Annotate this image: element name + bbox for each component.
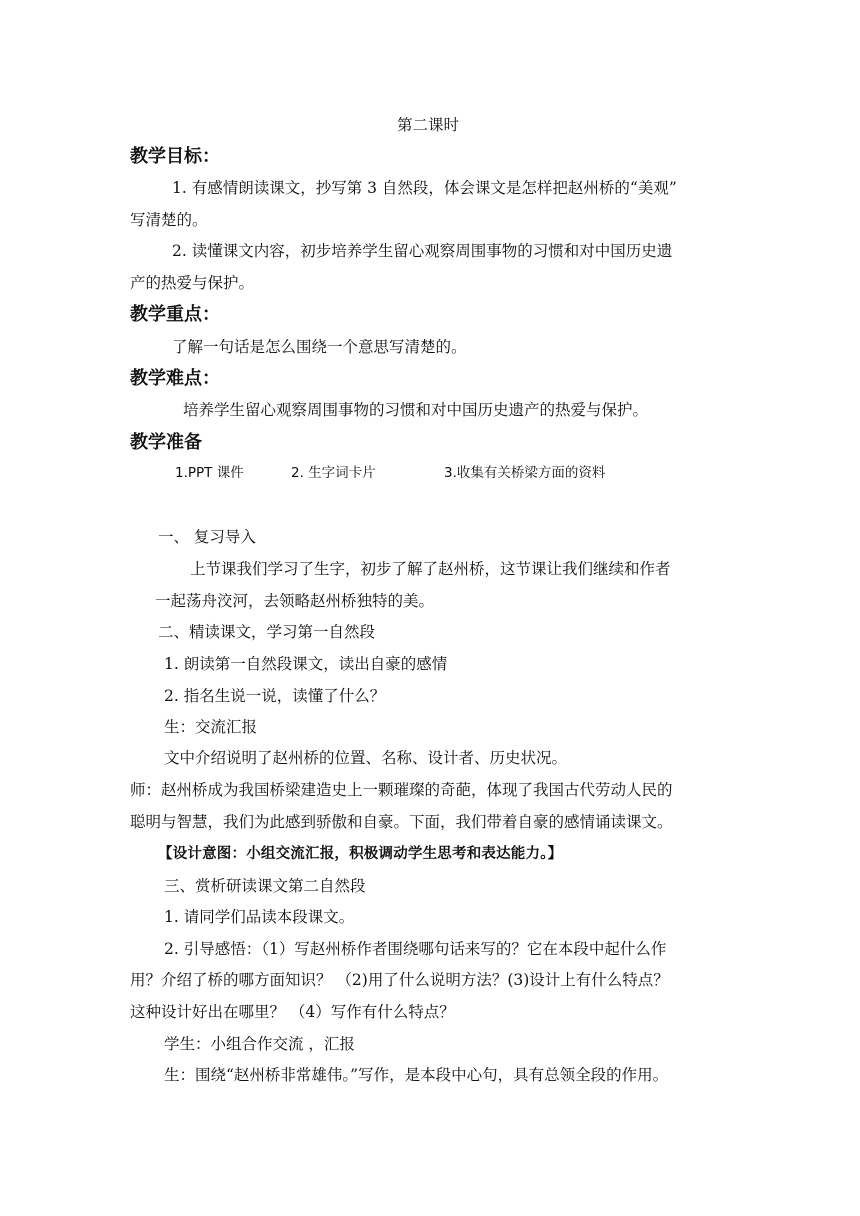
preparation-item-1: 1.PPT 课件 bbox=[175, 465, 244, 481]
objective-1-line-2: 写清楚的。 bbox=[130, 211, 208, 229]
section-1-para-line-2: 一起荡舟洨河，去领略赵州桥独特的美。 bbox=[155, 592, 435, 610]
difficulties-text: 培养学生留心观察周围事物的习惯和对中国历史遗产的热爱与保护。 bbox=[183, 401, 649, 419]
section-2-step-2: 2. 指名生说一说，读懂了什么？ bbox=[164, 687, 386, 705]
objectives-heading: 教学目标： bbox=[130, 146, 220, 167]
section-2-student: 生：交流汇报 bbox=[164, 718, 258, 736]
section-2-answer: 文中介绍说明了赵州桥的位置、名称、设计者、历史状况。 bbox=[164, 749, 568, 767]
preparation-item-2: 2. 生字词卡片 bbox=[291, 465, 376, 481]
section-2-heading: 二、精读课文，学习第一自然段 bbox=[158, 623, 376, 641]
section-2-teacher-line-2: 聪明与智慧，我们为此感到骄傲和自豪。下面，我们带着自豪的感情诵读课文。 bbox=[130, 813, 673, 831]
design-intent: 【设计意图：小组交流汇报，积极调动学生思考和表达能力。】 bbox=[158, 846, 563, 862]
section-3-student-2: 生：围绕“赵州桥非常雄伟。”写作，是本段中心句，具有总领全段的作用。 bbox=[164, 1066, 669, 1084]
section-3-step-2-line-3: 这种设计好出在哪里？ （4）写作有什么特点？ bbox=[130, 1003, 455, 1021]
difficulties-heading: 教学难点： bbox=[130, 368, 220, 389]
section-3-student-1: 学生：小组合作交流 ，汇报 bbox=[164, 1035, 355, 1053]
objective-2-line-2: 产的热爱与保护。 bbox=[130, 274, 255, 292]
preparation-item-3: 3.收集有关桥梁方面的资料 bbox=[444, 465, 606, 481]
preparation-heading: 教学准备 bbox=[130, 432, 202, 453]
objective-1-line-1: 1. 有感情朗读课文，抄写第 3 自然段，体会课文是怎样把赵州桥的“美观” bbox=[172, 179, 677, 197]
lesson-title: 第二课时 bbox=[397, 116, 460, 134]
section-1-heading: 一、 复习导入 bbox=[158, 528, 256, 546]
section-3-step-2-line-1: 2. 引导感悟：（1）写赵州桥作者围绕哪句话来写的？它在本段中起什么作 bbox=[164, 940, 667, 958]
section-1-para-line-1: 上节课我们学习了生字，初步了解了赵州桥，这节课让我们继续和作者 bbox=[190, 560, 671, 578]
objective-2-line-1: 2. 读懂课文内容，初步培养学生留心观察周围事物的习惯和对中国历史遗 bbox=[172, 242, 673, 260]
key-points-text: 了解一句话是怎么围绕一个意思写清楚的。 bbox=[172, 338, 467, 356]
key-points-heading: 教学重点： bbox=[130, 304, 220, 325]
section-2-teacher-line-1: 师：赵州桥成为我国桥梁建造史上一颗璀璨的奇葩，体现了我国古代劳动人民的 bbox=[130, 781, 673, 799]
section-3-step-2-line-2: 用？介绍了桥的哪方面知识？ （2)用了什么说明方法？(3)设计上有什么特点？ bbox=[130, 971, 669, 989]
section-3-heading: 三、赏析研读课文第二自然段 bbox=[164, 877, 366, 895]
section-3-step-1: 1. 请同学们品读本段课文。 bbox=[164, 908, 355, 926]
section-2-step-1: 1. 朗读第一自然段课文，读出自豪的感情 bbox=[164, 655, 448, 673]
